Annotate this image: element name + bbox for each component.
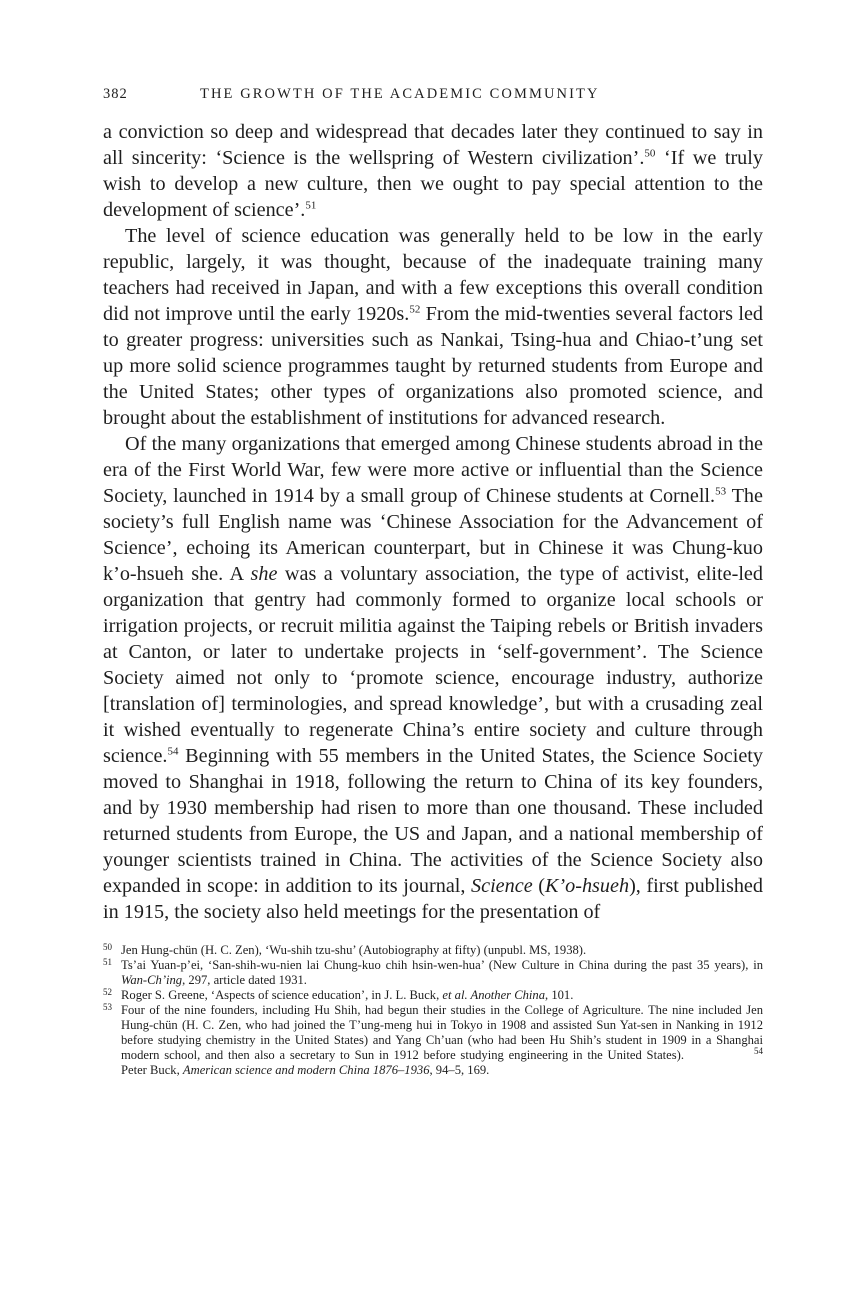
text-run: ( bbox=[532, 875, 545, 897]
page-number: 382 bbox=[103, 86, 128, 102]
italic-title: Science bbox=[471, 875, 533, 897]
footnote-number: 50 bbox=[103, 942, 112, 952]
footnote-ref: 52 bbox=[409, 303, 421, 316]
footnote-text: Ts’ai Yuan-p’ei, ‘San-shih-wu-nien lai Chung-kuo chih hsin-wen-hua’ (New Culture in China during the past 35 years), in bbox=[121, 958, 763, 972]
footnote bbox=[103, 943, 763, 958]
footnote-ref: 54 bbox=[167, 745, 179, 758]
footnote-text: , 101. bbox=[545, 988, 574, 1002]
italic-title: K’o-hsueh bbox=[544, 875, 630, 897]
italic-term: she bbox=[250, 563, 278, 585]
footnote-text: Four of the nine founders, including Hu Shih, had begun their studies in the College of Agriculture. The nine included Jen Hung-chün (H. C. Zen, who had joined the T’ung-meng hui in Tokyo in 1908 and assisted Sun Yat-sen in Nanking in 1912 before studying chemistry in the United States) and Yang Ch’uan (who had been Hu Shih’s student in 1909 in a Shanghai modern school, and then also a secretary to Sun in 1912 before studying engineering in the United States). bbox=[121, 1003, 763, 1062]
footnote-ref: 53 bbox=[715, 485, 727, 498]
footnote-number: 51 bbox=[103, 957, 112, 967]
footnote-text: , 297, article dated 1931. bbox=[182, 973, 307, 987]
text-run: The level of science education was generally held to be low in the early republic, largely, it was thought, because of the inadequate training many teachers had received in Japan, and with a few exceptions this overall condition did not improve until the early 1920s. bbox=[103, 225, 763, 325]
text-run: ‘If we truly wish to develop a new culture, then we ought to pay special attention to the development of science’. bbox=[103, 147, 763, 221]
footnote-text: , 94–5, 169. bbox=[429, 1063, 490, 1077]
footnote-text: Peter Buck, bbox=[121, 1063, 183, 1077]
text-run: The society’s full English name was ‘Chinese Association for the Advancement of Science’, echoing its American counterpart, but in Chinese it was Chung-kuo k’o-hsueh she. A bbox=[103, 485, 763, 585]
text-run: ), first published in 1915, the society also held meetings for the presentation of bbox=[103, 875, 763, 923]
footnote bbox=[103, 988, 763, 1003]
footnotes bbox=[103, 943, 763, 1078]
paragraph bbox=[103, 223, 763, 431]
text-run: From the mid-twenties several factors led to greater progress: universities such as Nankai, Tsing-hua and Chiao-t’ung set up more solid science programmes taught by returned students from Europe and the United States; other types of organizations also promoted science, and brought about the establishment of institutions for advanced research. bbox=[103, 303, 764, 429]
italic-title: American science and modern China 1876–1936 bbox=[182, 1063, 430, 1077]
text-run: Beginning with 55 members in the United States, the Science Society moved to Shanghai in 1918, following the return to China of its key founders, and by 1930 membership had risen to more than one thousand. These included returned students from Europe, the US and Japan, and a national membership of younger scientists trained in China. The activities of the Science Society also expanded in scope: in addition to its journal, bbox=[103, 745, 763, 897]
running-title: THE GROWTH OF THE ACADEMIC COMMUNITY bbox=[200, 86, 600, 102]
text-run: Of the many organizations that emerged among Chinese students abroad in the era of the First World War, few were more active or influential than the Science Society, launched in 1914 by a small group of Chinese students at Cornell. bbox=[103, 433, 763, 507]
text-run: was a voluntary association, the type of activist, elite-led organization that gentry had commonly formed to organize local schools or irrigation projects, or recruit militia against the Taiping rebels or British invaders at Canton, or later to undertake projects in ‘self-government’. The Science Society aimed not only to ‘promote science, encourage industry, authorize [translation of] terminologies, and spread knowledge’, but with a crusading zeal it wished eventually to regenerate China’s entire society and culture through science. bbox=[103, 563, 763, 767]
footnote bbox=[103, 1003, 763, 1078]
italic-title: Wan-Ch’ing bbox=[121, 973, 183, 987]
running-head bbox=[103, 86, 763, 103]
body-text bbox=[103, 119, 763, 925]
paragraph bbox=[103, 431, 763, 925]
italic-title: et al. Another China bbox=[442, 988, 546, 1002]
footnote-number: 54 bbox=[754, 1045, 763, 1056]
book-page bbox=[103, 86, 763, 1078]
footnote-text: Jen Hung-chün (H. C. Zen), ‘Wu-shih tzu-shu’ (Autobiography at fifty) (unpubl. MS, 1938). bbox=[121, 943, 587, 957]
footnote-ref: 51 bbox=[305, 199, 317, 212]
text-run: a conviction so deep and widespread that decades later they continued to say in all sincerity: ‘Science is the wellspring of Western civilization’. bbox=[103, 121, 763, 169]
footnote-number: 52 bbox=[103, 987, 112, 997]
footnote-ref: 50 bbox=[644, 147, 656, 160]
paragraph bbox=[103, 119, 763, 223]
footnote-text: Roger S. Greene, ‘Aspects of science education’, in J. L. Buck, bbox=[121, 988, 443, 1002]
footnote bbox=[103, 958, 763, 988]
footnote-number: 53 bbox=[103, 1002, 112, 1012]
